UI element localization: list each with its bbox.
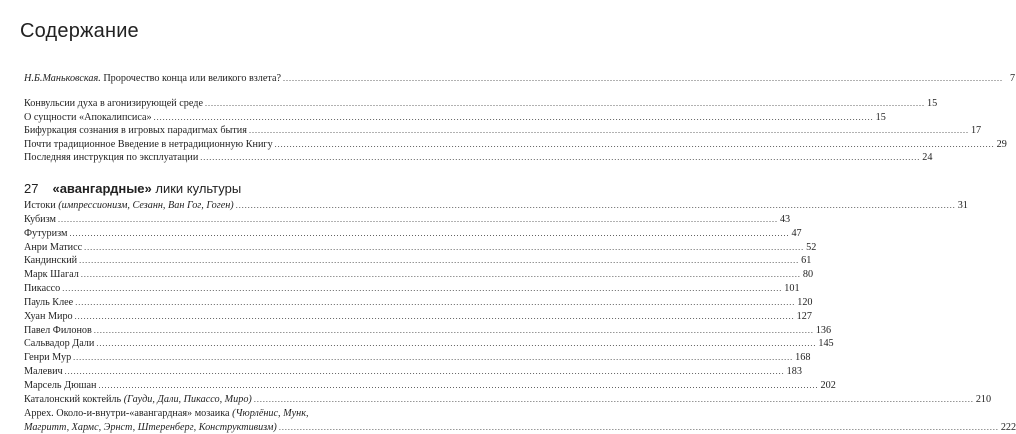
page-title: Содержание bbox=[20, 20, 139, 43]
toc-row[interactable] bbox=[24, 296, 388, 310]
toc-entry-title bbox=[24, 296, 73, 310]
appendix-line-1 bbox=[24, 407, 388, 421]
toc-row[interactable] bbox=[24, 268, 388, 282]
intro-title: Пророчество конца или великого взлета? bbox=[101, 73, 281, 84]
page-number: 136 bbox=[816, 324, 831, 338]
toc-entry-text: Малевич bbox=[24, 366, 63, 377]
page-number: 15 bbox=[927, 97, 937, 111]
page-number: 43 bbox=[780, 213, 790, 227]
page-number: 183 bbox=[787, 365, 802, 379]
page-number: 145 bbox=[818, 337, 833, 351]
section-number: 27 bbox=[24, 181, 38, 196]
toc-row[interactable] bbox=[24, 227, 388, 241]
section-title-rest: лики культуры bbox=[152, 181, 241, 196]
leader-dots bbox=[69, 227, 789, 241]
toc-entry-title bbox=[24, 97, 203, 111]
section-title-quoted: «авангардные» bbox=[52, 181, 151, 196]
toc-entry-title bbox=[24, 393, 252, 407]
leader-dots bbox=[73, 351, 793, 365]
toc-row[interactable] bbox=[24, 324, 388, 338]
page-number: 61 bbox=[801, 254, 811, 268]
appendix-line-2 bbox=[24, 421, 388, 434]
toc-entry-text: Кандинский bbox=[24, 255, 77, 266]
page-number: 29 bbox=[997, 138, 1007, 152]
toc-row[interactable] bbox=[24, 213, 388, 227]
toc-entry-title bbox=[24, 310, 73, 324]
toc-row[interactable] bbox=[24, 310, 388, 324]
toc-entry-title bbox=[24, 379, 97, 393]
toc-entry-text: Марсель Дюшан bbox=[24, 380, 97, 391]
toc-row-appendix[interactable] bbox=[24, 407, 388, 434]
toc-row[interactable] bbox=[24, 111, 388, 125]
toc-entry-text: О сущности «Апокалипсиса» bbox=[24, 112, 152, 123]
toc-entry-title bbox=[24, 282, 60, 296]
toc-entry-subtitle: (импрессионизм, Сезанн, Ван Гог, Гоген) bbox=[58, 200, 233, 211]
toc-part2 bbox=[24, 199, 388, 434]
leader-dots bbox=[65, 365, 785, 379]
page-number: 127 bbox=[797, 310, 812, 324]
toc-row[interactable] bbox=[24, 199, 388, 213]
page-number: 15 bbox=[876, 111, 886, 125]
leader-dots bbox=[62, 282, 782, 296]
page-number: 202 bbox=[821, 379, 836, 393]
toc-row[interactable] bbox=[24, 282, 388, 296]
leader-dots bbox=[58, 213, 778, 227]
toc-entry-title bbox=[24, 241, 82, 255]
leader-dots bbox=[94, 324, 814, 338]
toc-entry-text: Почти традиционное Введение в нетрадиционную Книгу bbox=[24, 139, 273, 150]
toc-row[interactable] bbox=[24, 393, 388, 407]
appendix-title: Appex. Около-и-внутри-«авангардная» мозаика bbox=[24, 408, 232, 419]
appendix-subtitle-part1: (Чюрлёнис, Мунк, bbox=[232, 408, 308, 419]
toc-row-intro[interactable] bbox=[24, 72, 388, 86]
intro-author: Н.Б.Маньковская. bbox=[24, 73, 101, 84]
toc-entry-text: Истоки bbox=[24, 200, 58, 211]
leader-dots bbox=[236, 199, 956, 213]
page-number: 101 bbox=[784, 282, 799, 296]
leader-dots bbox=[81, 268, 801, 282]
toc-row[interactable] bbox=[24, 151, 388, 165]
leader-dots bbox=[200, 151, 920, 165]
toc-entry-title bbox=[24, 124, 247, 138]
page-number: 52 bbox=[806, 241, 816, 255]
leader-dots bbox=[75, 310, 795, 324]
toc-entry-text: Футуризм bbox=[24, 228, 67, 239]
toc-row[interactable] bbox=[24, 337, 388, 351]
page-number: 80 bbox=[803, 268, 813, 282]
leader-dots bbox=[275, 138, 995, 152]
leader-dots bbox=[205, 97, 925, 111]
leader-dots bbox=[75, 296, 795, 310]
toc-entry-title bbox=[24, 268, 79, 282]
appendix-subtitle-part2: Магритт, Хармс, Эрнст, Штеренберг, Конструктивизм) bbox=[24, 421, 277, 434]
toc-entry-title bbox=[24, 199, 234, 213]
toc-entry-title bbox=[24, 213, 56, 227]
toc-entry-title bbox=[24, 324, 92, 338]
page-number: 120 bbox=[797, 296, 812, 310]
toc-entry-text: Марк Шагал bbox=[24, 269, 79, 280]
page-number: 168 bbox=[795, 351, 810, 365]
toc-entry-title bbox=[24, 138, 273, 152]
leader-dots bbox=[283, 72, 1003, 86]
toc-row[interactable] bbox=[24, 254, 388, 268]
leader-dots bbox=[96, 337, 816, 351]
toc-entry-text: Пикассо bbox=[24, 283, 60, 294]
toc-row[interactable] bbox=[24, 351, 388, 365]
toc-entry-text: Сальвадор Дали bbox=[24, 338, 94, 349]
page-number: 24 bbox=[922, 151, 932, 165]
toc-entry-text: Генри Мур bbox=[24, 352, 71, 363]
toc-row[interactable] bbox=[24, 97, 388, 111]
toc-entry-text: Последняя инструкция по эксплуатации bbox=[24, 152, 198, 163]
toc-entry-subtitle: (Гауди, Дали, Пикассо, Миро) bbox=[124, 394, 252, 405]
toc-entry-title bbox=[24, 254, 77, 268]
page-number: 17 bbox=[971, 124, 981, 138]
leader-dots bbox=[79, 254, 799, 268]
toc-entry-text: Конвульсии духа в агонизирующей среде bbox=[24, 98, 203, 109]
leader-dots bbox=[84, 241, 804, 255]
toc-entry-text: Каталонский коктейль bbox=[24, 394, 124, 405]
page-number: 210 bbox=[976, 393, 991, 407]
toc-row[interactable] bbox=[24, 138, 388, 152]
toc-row[interactable] bbox=[24, 379, 388, 393]
toc-entry-title bbox=[24, 337, 94, 351]
toc-entry-text: Кубизм bbox=[24, 214, 56, 225]
toc-entry-text: Хуан Миро bbox=[24, 311, 73, 322]
leader-dots bbox=[99, 379, 819, 393]
toc-row[interactable] bbox=[24, 365, 388, 379]
page-number: 7 bbox=[1005, 72, 1015, 86]
section-heading bbox=[24, 181, 241, 196]
toc-row[interactable] bbox=[24, 241, 388, 255]
toc-part1 bbox=[24, 97, 388, 165]
leader-dots bbox=[154, 111, 874, 125]
toc-entry-title bbox=[24, 151, 198, 165]
leader-dots bbox=[249, 124, 969, 138]
toc-entry-text: Пауль Клее bbox=[24, 297, 73, 308]
page-number: 31 bbox=[958, 199, 968, 213]
toc-entry-title bbox=[24, 111, 152, 125]
leader-dots bbox=[254, 393, 974, 407]
toc-intro bbox=[24, 72, 388, 86]
toc-entry-text: Бифуркация сознания в игровых парадигмах бытия bbox=[24, 125, 247, 136]
leader-dots bbox=[279, 421, 999, 434]
toc-row[interactable] bbox=[24, 124, 388, 138]
page-number: 47 bbox=[791, 227, 801, 241]
toc-entry-text: Павел Филонов bbox=[24, 325, 92, 336]
toc-entry-title bbox=[24, 351, 71, 365]
toc-entry-text: Анри Матисс bbox=[24, 242, 82, 253]
toc-entry-title bbox=[24, 227, 67, 241]
toc-entry-title bbox=[24, 365, 63, 379]
page-number: 222 bbox=[1001, 421, 1016, 434]
